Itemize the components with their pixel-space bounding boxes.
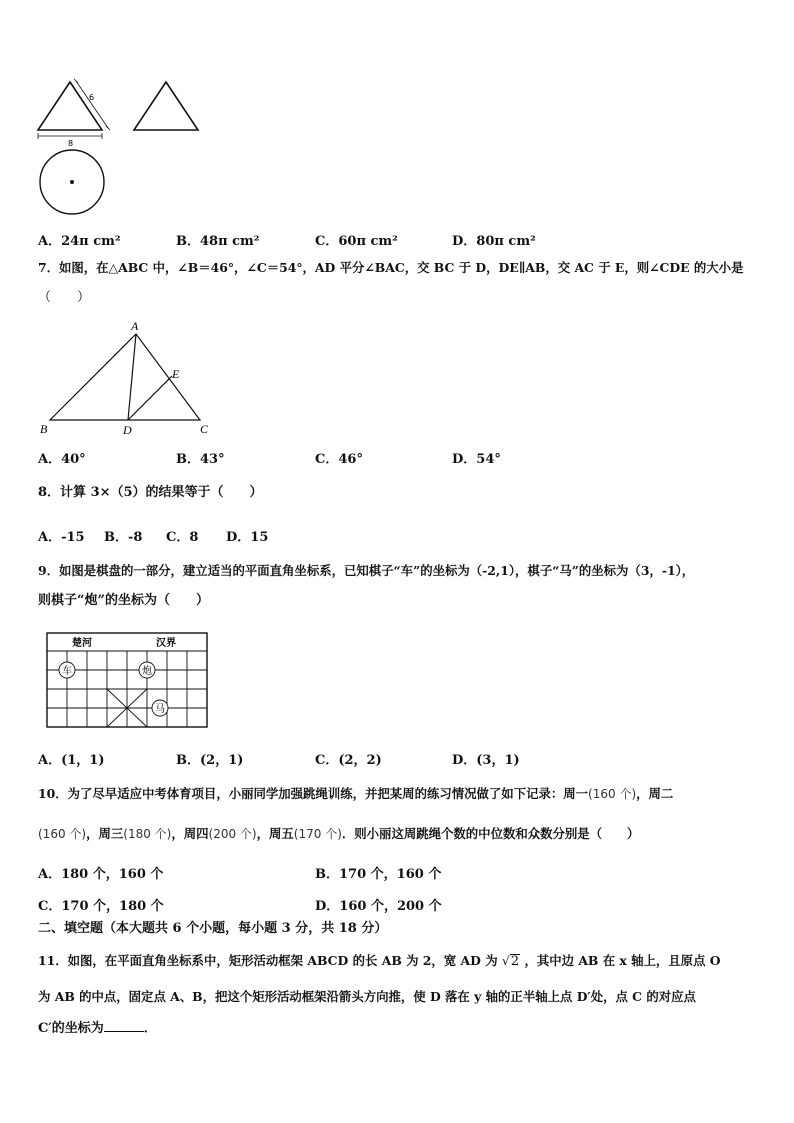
q7-stem-line2: （ ） xyxy=(38,290,91,305)
cone-three-view-figure xyxy=(32,78,222,220)
base-length-label: 8 xyxy=(68,139,74,148)
q8-option-d[interactable]: D．15 xyxy=(226,530,269,545)
front-view-triangle xyxy=(38,82,102,130)
piece-pao-label: 炮 xyxy=(142,666,152,677)
segment-ad xyxy=(128,334,136,420)
q11-stem-line1: 11．如图，在平面直角坐标系中，矩形活动框架 ABCD 的长 AB 为 2，宽 AD 为 √2 ，其中边 AB 在 x 轴上，且原点 O xyxy=(38,953,721,969)
river-right-label: 汉界 xyxy=(156,638,176,649)
sqrt-radicand: 2 xyxy=(510,954,520,969)
q8-stem: 8．计算 3×（5）的结果等于（ ） xyxy=(38,485,263,500)
label-d: D xyxy=(123,423,132,437)
side-dimension-line xyxy=(76,81,108,128)
q7-option-d[interactable]: D．54° xyxy=(452,452,501,467)
q6-option-c[interactable]: C．60π cm² xyxy=(315,234,398,249)
q7-option-c[interactable]: C．46° xyxy=(315,452,363,467)
segment-de xyxy=(128,376,172,420)
river-left-label: 楚河 xyxy=(72,638,92,649)
q7-option-b[interactable]: B．43° xyxy=(176,452,225,467)
q8-option-b[interactable]: B．-8 xyxy=(104,530,143,545)
q9-option-a[interactable]: A．(1，1) xyxy=(38,753,105,768)
q6-option-d[interactable]: D．80π cm² xyxy=(452,234,536,249)
q10-stem-line2: (160 个)，周三(180 个)，周四(200 个)，周五(170 个)．则小丽这周跳绳个数的中位数和众数分别是（ ） xyxy=(38,826,640,841)
triangle-abc-figure xyxy=(32,316,222,440)
q7-option-a[interactable]: A．40° xyxy=(38,452,86,467)
q10-option-a[interactable]: A．180 个，160 个 xyxy=(38,867,164,882)
q6-option-a[interactable]: A．24π cm² xyxy=(38,234,121,249)
label-e: E xyxy=(172,367,180,381)
piece-che-label: 车 xyxy=(62,666,72,677)
q11-stem-line3: C′的坐标为 ． xyxy=(38,1021,157,1036)
section-2-title: 二、填空题（本大题共 6 个小题，每小题 3 分，共 18 分） xyxy=(38,921,388,936)
center-point xyxy=(70,180,74,184)
q9-stem-line1: 9．如图是棋盘的一部分，建立适当的平面直角坐标系，已知棋子“车”的坐标为（-2,1），棋子“马”的坐标为（3，-1）， xyxy=(38,563,695,578)
answer-blank[interactable] xyxy=(104,1019,144,1032)
q9-stem-line2: 则棋子“炮”的坐标为（ ） xyxy=(38,593,209,608)
piece-ma-label: 马 xyxy=(155,704,165,715)
q9-option-d[interactable]: D．(3，1) xyxy=(452,753,520,768)
label-c: C xyxy=(200,422,209,436)
sqrt-symbol: √ xyxy=(501,953,510,968)
q8-option-c[interactable]: C．8 xyxy=(166,530,199,545)
q10-option-c[interactable]: C．170 个，180 个 xyxy=(38,899,164,914)
side-length-label: 6 xyxy=(89,93,95,102)
side-view-triangle xyxy=(134,82,198,130)
label-b: B xyxy=(40,422,48,436)
q10-option-d[interactable]: D．160 个，200 个 xyxy=(315,899,442,914)
q7-stem-line1: 7．如图，在△ABC 中，∠B＝46°，∠C＝54°，AD 平分∠BAC，交 BC 于 D，DE∥AB，交 AC 于 E，则∠CDE 的大小是 xyxy=(38,260,744,275)
q8-option-a[interactable]: A．-15 xyxy=(38,530,85,545)
q9-option-b[interactable]: B．(2，1) xyxy=(176,753,244,768)
q9-option-c[interactable]: C．(2，2) xyxy=(315,753,382,768)
q11-stem-line2: 为 AB 的中点，固定点 A、B，把这个矩形活动框架沿箭头方向推，使 D 落在 y 轴的正半轴上点 D′处，点 C 的对应点 xyxy=(38,989,696,1004)
q6-option-b[interactable]: B．48π cm² xyxy=(176,234,260,249)
chessboard-figure xyxy=(46,632,210,730)
q10-stem-line1: 10．为了尽早适应中考体育项目，小丽同学加强跳绳训练，并把某周的练习情况做了如下记录：周一(160 个)，周二 xyxy=(38,786,674,801)
label-a: A xyxy=(131,319,139,333)
q10-option-b[interactable]: B．170 个，160 个 xyxy=(315,867,442,882)
